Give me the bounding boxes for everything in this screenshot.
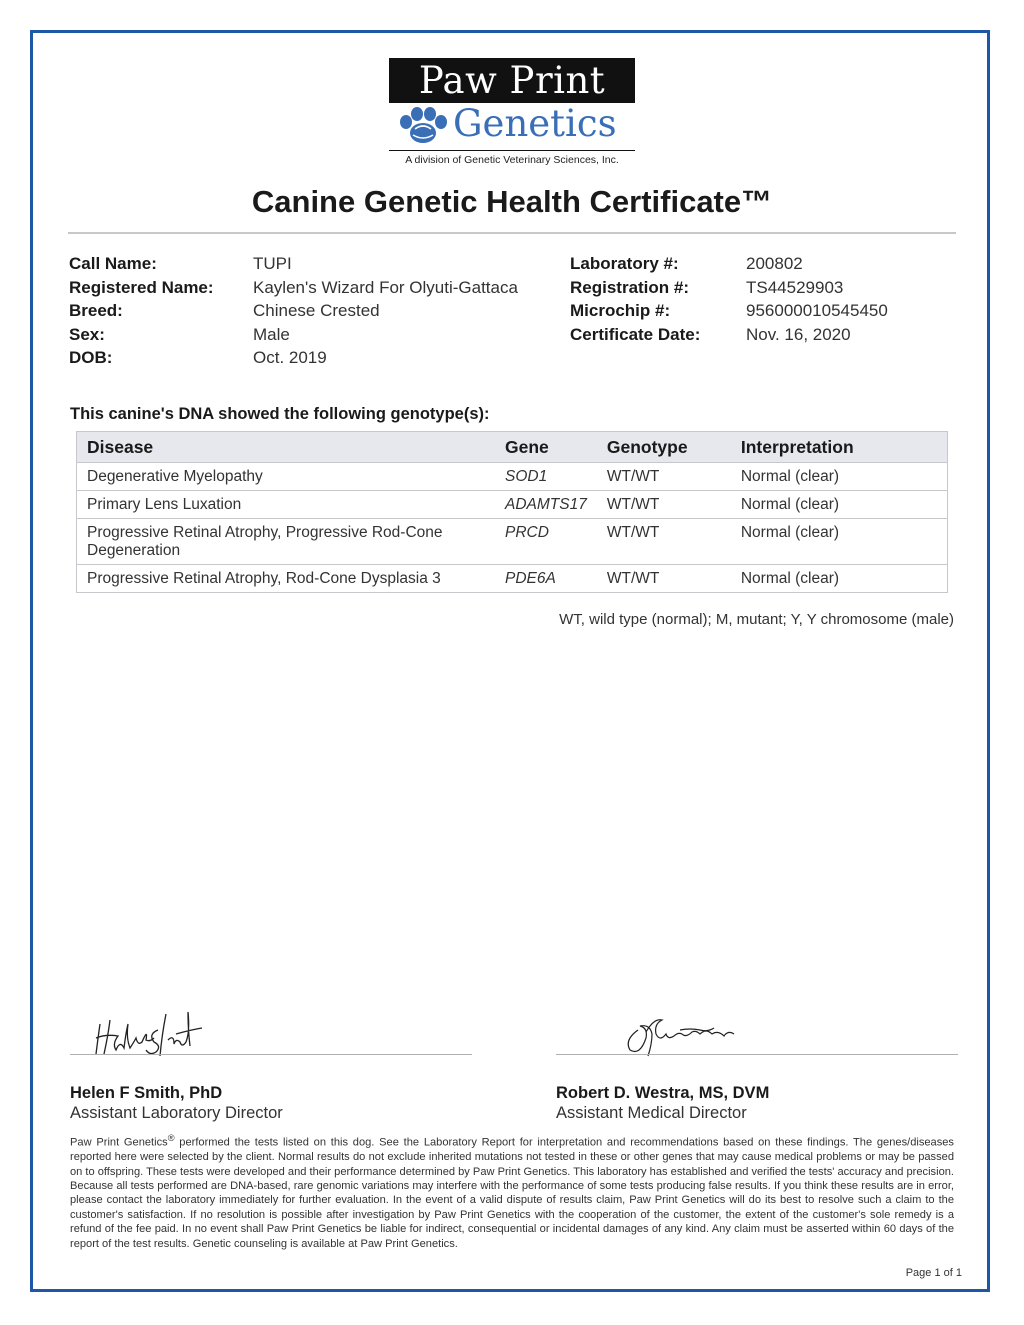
- table-row: [77, 491, 948, 519]
- signer-title: Assistant Laboratory Director: [70, 1104, 283, 1122]
- info-label: Microchip #:: [570, 301, 671, 320]
- info-row: [570, 323, 888, 347]
- page-number: Page 1 of 1: [905, 1267, 962, 1279]
- info-row: [69, 252, 518, 276]
- signer-name: Helen F Smith, PhD: [70, 1084, 223, 1102]
- genotype-cell: WT/WT: [597, 491, 731, 519]
- info-row: [570, 276, 888, 300]
- certificate-title: Canine Genetic Health Certificate™: [251, 184, 773, 219]
- info-value: TUPI: [253, 254, 292, 273]
- table-row: [77, 463, 948, 491]
- column-header-interpretation: Interpretation: [731, 432, 948, 463]
- column-header-disease: Disease: [77, 432, 496, 463]
- interpretation-cell: Normal (clear): [731, 463, 948, 491]
- info-value: Nov. 16, 2020: [746, 324, 851, 344]
- gene-cell: PRCD: [495, 519, 597, 565]
- info-value: 200802: [746, 254, 803, 273]
- info-row: [69, 346, 518, 370]
- genotype-cell: WT/WT: [597, 519, 731, 565]
- dog-info-right: [570, 252, 888, 346]
- info-label: Registered Name:: [69, 277, 214, 297]
- gene-cell: PDE6A: [495, 565, 597, 593]
- disclaimer-body: performed the tests listed on this dog. See the Laboratory Report for interpretation and recommendations based on these findings. The genes/diseases reported here were selected by the client. Normal results do not exclude inherited mutations not tested in these or other genes that may cause medical problems or may be passed on to offspring. These tests were developed and their performance determined by Paw Print Genetics. This laboratory has established and verified the tests' accuracy and precision. Because all tests performed are DNA-based, rare genomic variations may interfere with the performance of some tests producing false results. If you think these results are in error, please contact the laboratory immediately for further evaluation. In the event of a valid dispute of results claim, Paw Print Genetics will do its best to resolve such a claim to the customer's satisfaction. If no resolution is possible after investigation by Paw Print Genetics with the cooperation of the customer, the extent of the customer's sole remedy is a refund of the fee paid. In no event shall Paw Print Genetics be liable for indirect, consequential or incidental damages of any kind. Any claim must be asserted within 60 days of the report of the test results. Genetic counseling is available at Paw Print Genetics.: [70, 1136, 954, 1250]
- company-logo: [389, 58, 635, 166]
- info-value: Chinese Crested: [253, 301, 380, 320]
- info-label: Laboratory #:: [570, 254, 679, 273]
- info-label: Call Name:: [69, 254, 157, 273]
- info-label: DOB:: [69, 348, 113, 367]
- disclaimer-text: [70, 1131, 954, 1251]
- info-row: [69, 276, 518, 300]
- info-value: Oct. 2019: [253, 348, 327, 367]
- disease-cell: Degenerative Myelopathy: [77, 463, 496, 491]
- column-header-gene: Gene: [495, 432, 597, 463]
- genotype-cell: WT/WT: [597, 463, 731, 491]
- signature-line: [70, 1054, 472, 1055]
- gene-cell: SOD1: [495, 463, 597, 491]
- results-table: [76, 431, 948, 593]
- info-value: Kaylen's Wizard For Olyuti-Gattaca: [253, 277, 518, 297]
- signer-title: Assistant Medical Director: [556, 1104, 747, 1122]
- table-header-row: [77, 432, 948, 463]
- interpretation-cell: Normal (clear): [731, 565, 948, 593]
- info-label: Certificate Date:: [570, 324, 701, 344]
- info-value: Male: [253, 324, 290, 344]
- logo-subtitle: A division of Genetic Veterinary Sciences, Inc.: [389, 150, 635, 166]
- genotype-legend: WT, wild type (normal); M, mutant; Y, Y chromosome (male): [559, 611, 954, 628]
- title-divider: [68, 232, 956, 234]
- info-row: [570, 299, 888, 323]
- info-label: Breed:: [69, 301, 123, 320]
- column-header-genotype: Genotype: [597, 432, 731, 463]
- disease-cell: Progressive Retinal Atrophy, Progressive Rod-Cone Degeneration: [77, 519, 496, 565]
- signer-name: Robert D. Westra, MS, DVM: [556, 1084, 770, 1102]
- info-row: [69, 299, 518, 323]
- signature-line: [556, 1054, 958, 1055]
- table-row: [77, 519, 948, 565]
- table-row: [77, 565, 948, 593]
- info-label: Registration #:: [570, 277, 690, 297]
- genotype-cell: WT/WT: [597, 565, 731, 593]
- signer-block: [70, 1083, 283, 1123]
- interpretation-cell: Normal (clear): [731, 491, 948, 519]
- logo-top-text: Paw Print: [389, 58, 635, 103]
- disease-cell: Progressive Retinal Atrophy, Rod-Cone Dysplasia 3: [77, 565, 496, 593]
- info-value: 956000010545450: [746, 301, 888, 320]
- info-label: Sex:: [69, 324, 105, 344]
- disclaimer-company: Paw Print Genetics: [70, 1136, 168, 1149]
- interpretation-cell: Normal (clear): [731, 519, 948, 565]
- genotype-heading: This canine's DNA showed the following genotype(s):: [70, 405, 490, 423]
- gene-cell: ADAMTS17: [495, 491, 597, 519]
- info-row: [69, 323, 518, 347]
- registered-mark: ®: [167, 1133, 175, 1143]
- logo-bottom-text: Genetics: [453, 102, 617, 145]
- info-value: TS44529903: [746, 277, 844, 297]
- paw-print-icon: [393, 105, 453, 147]
- dog-info-left: [69, 252, 518, 370]
- info-row: [570, 252, 888, 276]
- disease-cell: Primary Lens Luxation: [77, 491, 496, 519]
- signer-block: [556, 1083, 769, 1123]
